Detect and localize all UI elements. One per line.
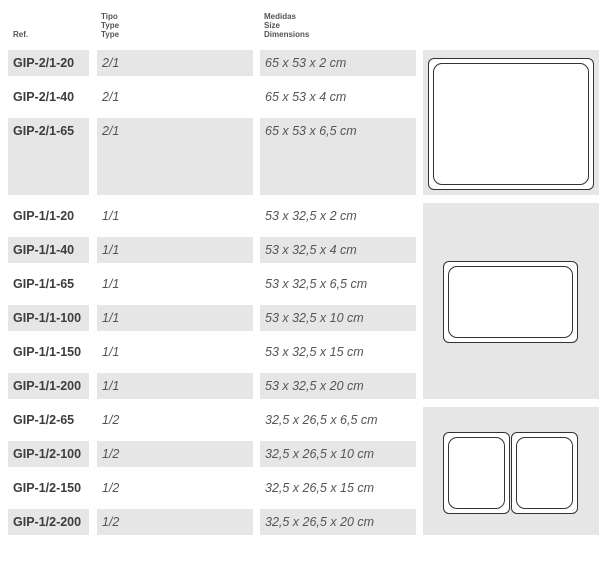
ref-cell: GIP-1/1-200 bbox=[8, 373, 89, 399]
type-cell: 1/2 bbox=[97, 509, 253, 535]
header-size-es: Medidas bbox=[264, 12, 297, 21]
pan-inner-rim bbox=[448, 266, 573, 338]
header-type-en: Type bbox=[101, 21, 120, 30]
type-cell: 1/1 bbox=[102, 277, 120, 291]
header-size bbox=[264, 12, 309, 39]
type-cell: 1/1 bbox=[97, 373, 253, 399]
size-cell: 53 x 32,5 x 20 cm bbox=[260, 373, 416, 399]
table-row bbox=[0, 271, 420, 297]
table-row bbox=[0, 305, 420, 331]
type-cell: 1/2 bbox=[97, 441, 253, 467]
type-cell: 2/1 bbox=[97, 118, 253, 195]
header-size-fr: Dimensions bbox=[264, 30, 310, 39]
type-cell: 1/1 bbox=[102, 345, 120, 359]
header-type bbox=[101, 12, 119, 39]
table-row bbox=[0, 237, 420, 263]
illustration-panel-1-1 bbox=[423, 203, 599, 399]
table-row bbox=[0, 203, 420, 229]
header-ref: Ref. bbox=[13, 30, 29, 39]
gastronorm-1-2-pan-icon bbox=[443, 432, 510, 514]
illustration-panel-1-2 bbox=[423, 407, 599, 535]
size-cell: 32,5 x 26,5 x 10 cm bbox=[260, 441, 416, 467]
pan-inner-rim bbox=[516, 437, 573, 509]
ref-cell: GIP-2/1-20 bbox=[8, 50, 89, 76]
ref-cell: GIP-1/2-200 bbox=[8, 509, 89, 535]
table-row bbox=[0, 509, 420, 535]
table-row bbox=[0, 118, 420, 195]
size-cell: 32,5 x 26,5 x 6,5 cm bbox=[265, 413, 378, 427]
table-row bbox=[0, 475, 420, 501]
size-cell: 65 x 53 x 4 cm bbox=[265, 90, 347, 104]
ref-cell: GIP-1/1-100 bbox=[8, 305, 89, 331]
gastronorm-1-1-pan-icon bbox=[443, 261, 578, 343]
table-row bbox=[0, 339, 420, 365]
ref-cell: GIP-1/2-100 bbox=[8, 441, 89, 467]
size-cell: 53 x 32,5 x 4 cm bbox=[260, 237, 416, 263]
type-cell: 2/1 bbox=[102, 90, 120, 104]
ref-cell: GIP-1/1-40 bbox=[8, 237, 89, 263]
size-cell: 65 x 53 x 6,5 cm bbox=[260, 118, 416, 195]
ref-cell: GIP-2/1-65 bbox=[8, 118, 89, 195]
size-cell: 53 x 32,5 x 10 cm bbox=[260, 305, 416, 331]
table-row bbox=[0, 407, 420, 433]
type-cell: 2/1 bbox=[97, 50, 253, 76]
ref-cell: GIP-1/2-150 bbox=[13, 481, 82, 495]
type-cell: 1/2 bbox=[102, 413, 120, 427]
size-cell: 32,5 x 26,5 x 20 cm bbox=[260, 509, 416, 535]
ref-cell: GIP-1/1-65 bbox=[13, 277, 75, 291]
size-cell: 32,5 x 26,5 x 15 cm bbox=[265, 481, 375, 495]
size-cell: 53 x 32,5 x 15 cm bbox=[265, 345, 364, 359]
type-cell: 1/1 bbox=[102, 209, 120, 223]
gastronorm-2-1-pan-icon bbox=[428, 58, 594, 190]
ref-cell: GIP-1/1-20 bbox=[13, 209, 75, 223]
header-type-es: Tipo bbox=[101, 12, 118, 21]
illustration-panel-2-1 bbox=[423, 50, 599, 195]
header-type-fr: Type bbox=[101, 30, 120, 39]
pan-inner-rim bbox=[448, 437, 505, 509]
table-row bbox=[0, 84, 420, 110]
size-cell: 53 x 32,5 x 2 cm bbox=[265, 209, 357, 223]
ref-cell: GIP-1/1-150 bbox=[13, 345, 82, 359]
header-size-en: Size bbox=[264, 21, 281, 30]
size-cell: 53 x 32,5 x 6,5 cm bbox=[265, 277, 368, 291]
table-row bbox=[0, 50, 420, 76]
size-cell: 65 x 53 x 2 cm bbox=[260, 50, 416, 76]
ref-cell: GIP-1/2-65 bbox=[13, 413, 75, 427]
ref-cell: GIP-2/1-40 bbox=[13, 90, 75, 104]
table-row bbox=[0, 441, 420, 467]
type-cell: 1/1 bbox=[97, 305, 253, 331]
table-row bbox=[0, 373, 420, 399]
type-cell: 1/2 bbox=[102, 481, 120, 495]
type-cell: 1/1 bbox=[97, 237, 253, 263]
gastronorm-1-2-pan-icon bbox=[511, 432, 578, 514]
pan-inner-rim bbox=[433, 63, 589, 185]
